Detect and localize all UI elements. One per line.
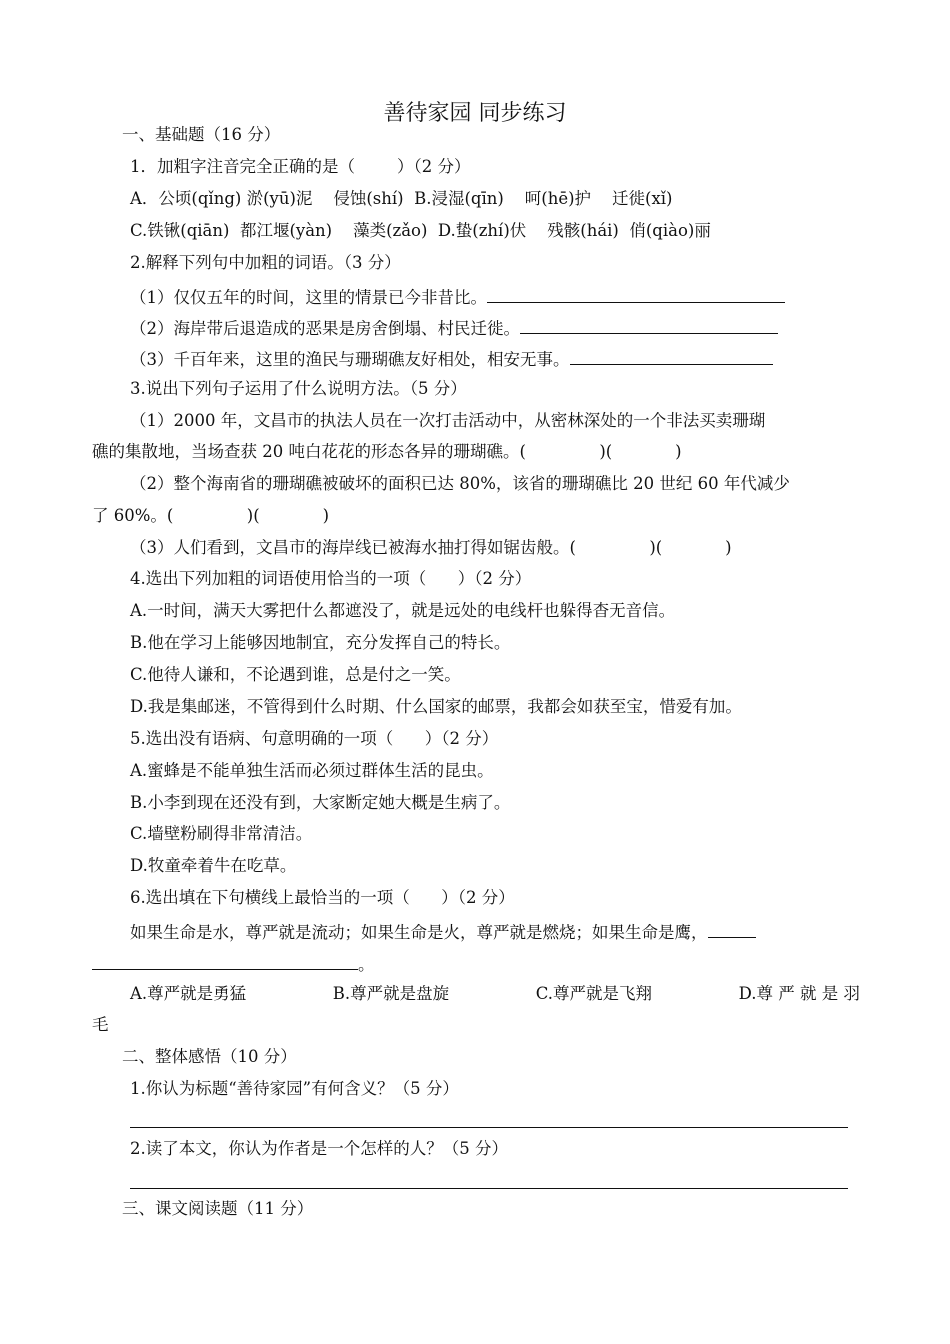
q2-stem: 2.解释下列句中加粗的词语。（3 分） <box>130 253 401 272</box>
answer-blank[interactable] <box>92 951 358 970</box>
q6-options <box>130 983 860 1005</box>
q3-item-1-line-1: （1）2000 年，文昌市的执法人员在一次打击活动中，从密林深处的一个非法买卖珊瑚 <box>130 411 766 430</box>
q3-item-1-line-2: 礁的集散地，当场查获 20 吨白花花的形态各异的珊瑚礁。( )( ) <box>92 442 682 461</box>
q4-option-d: D.我是集邮迷，不管得到什么时期、什么国家的邮票，我都会如获至宝，惜爱有加。 <box>130 697 742 716</box>
q3-stem: 3.说出下列句子运用了什么说明方法。（5 分） <box>130 379 467 398</box>
section-2-heading: 二、整体感悟（10 分） <box>122 1047 297 1066</box>
answer-line[interactable] <box>130 1127 848 1128</box>
q6-option-b: B.尊严就是盘旋 <box>332 984 450 1003</box>
q6-option-c: C.尊严就是飞翔 <box>535 984 653 1003</box>
answer-line[interactable] <box>130 1188 848 1189</box>
q6-sentence-end: 。 <box>92 951 375 976</box>
q5-option-c: C.墙壁粉刷得非常清洁。 <box>130 824 313 843</box>
q3-item-3: （3）人们看到，文昌市的海岸线已被海水抽打得如锯齿般。( )( ) <box>130 538 732 557</box>
page-title: 善待家园 同步练习 <box>383 101 567 126</box>
q5-option-b: B.小李到现在还没有到，大家断定她大概是生病了。 <box>130 793 511 812</box>
section-3-heading: 三、课文阅读题（11 分） <box>122 1199 314 1218</box>
q6-sentence: 如果生命是水，尊严就是流动；如果生命是火，尊严就是燃烧；如果生命是鹰， <box>130 919 756 944</box>
answer-blank[interactable] <box>570 346 773 365</box>
q6-stem: 6.选出填在下句横线上最恰当的一项（ ）（2 分） <box>130 888 515 907</box>
q4-stem: 4.选出下列加粗的词语使用恰当的一项（ ）（2 分） <box>130 569 532 588</box>
s2-q2: 2.读了本文，你认为作者是一个怎样的人？（5 分） <box>130 1139 508 1158</box>
q5-stem: 5.选出没有语病、句意明确的一项（ ）（2 分） <box>130 729 499 748</box>
q4-option-b: B.他在学习上能够因地制宜，充分发挥自己的特长。 <box>130 633 511 652</box>
answer-blank[interactable] <box>520 315 778 334</box>
q3-item-2-line-2: 了 60%。( )( ) <box>92 506 330 525</box>
q5-option-a: A.蜜蜂是不能单独生活而必须过群体生活的昆虫。 <box>130 761 494 780</box>
q4-option-a: A.一时间，满天大雾把什么都遮没了，就是远处的电线杆也躲得杳无音信。 <box>130 601 676 620</box>
q2-item-1: （1）仅仅五年的时间，这里的情景已今非昔比。 <box>130 284 785 309</box>
q6-option-a: A.尊严就是勇猛 <box>130 984 247 1003</box>
q6-option-d: D.尊 严 就 是 羽 <box>738 984 860 1003</box>
section-1-heading: 一、基础题（16 分） <box>122 125 281 144</box>
q5-option-d: D.牧童牵着牛在吃草。 <box>130 856 297 875</box>
q4-option-c: C.他待人谦和，不论遇到谁，总是付之一笑。 <box>130 665 461 684</box>
q1-stem: 1．加粗字注音完全正确的是（ ）（2 分） <box>130 157 471 176</box>
answer-blank[interactable] <box>708 919 756 938</box>
q6-option-d-wrap: 毛 <box>92 1015 109 1034</box>
s2-q1: 1.你认为标题“善待家园”有何含义？（5 分） <box>130 1079 459 1098</box>
answer-blank[interactable] <box>487 284 785 303</box>
q1-options-ab: A．公顷(qǐng) 淤(yū)泥 侵蚀(shí) B.浸湿(qīn) 呵(hē)护 迁徙(xǐ) <box>130 189 673 208</box>
q2-item-3: （3）千百年来，这里的渔民与珊瑚礁友好相处，相安无事。 <box>130 346 773 371</box>
q3-item-2-line-1: （2）整个海南省的珊瑚礁被破坏的面积已达 80%，该省的珊瑚礁比 20 世纪 60 年代减少 <box>130 474 790 493</box>
q1-options-cd: C.铁锹(qiān) 都江堰(yàn) 藻类(zǎo) D.蛰(zhí)伏 残骸(hái) 俏(qiào)丽 <box>130 221 711 240</box>
q2-item-2: （2）海岸带后退造成的恶果是房舍倒塌、村民迁徙。 <box>130 315 778 340</box>
